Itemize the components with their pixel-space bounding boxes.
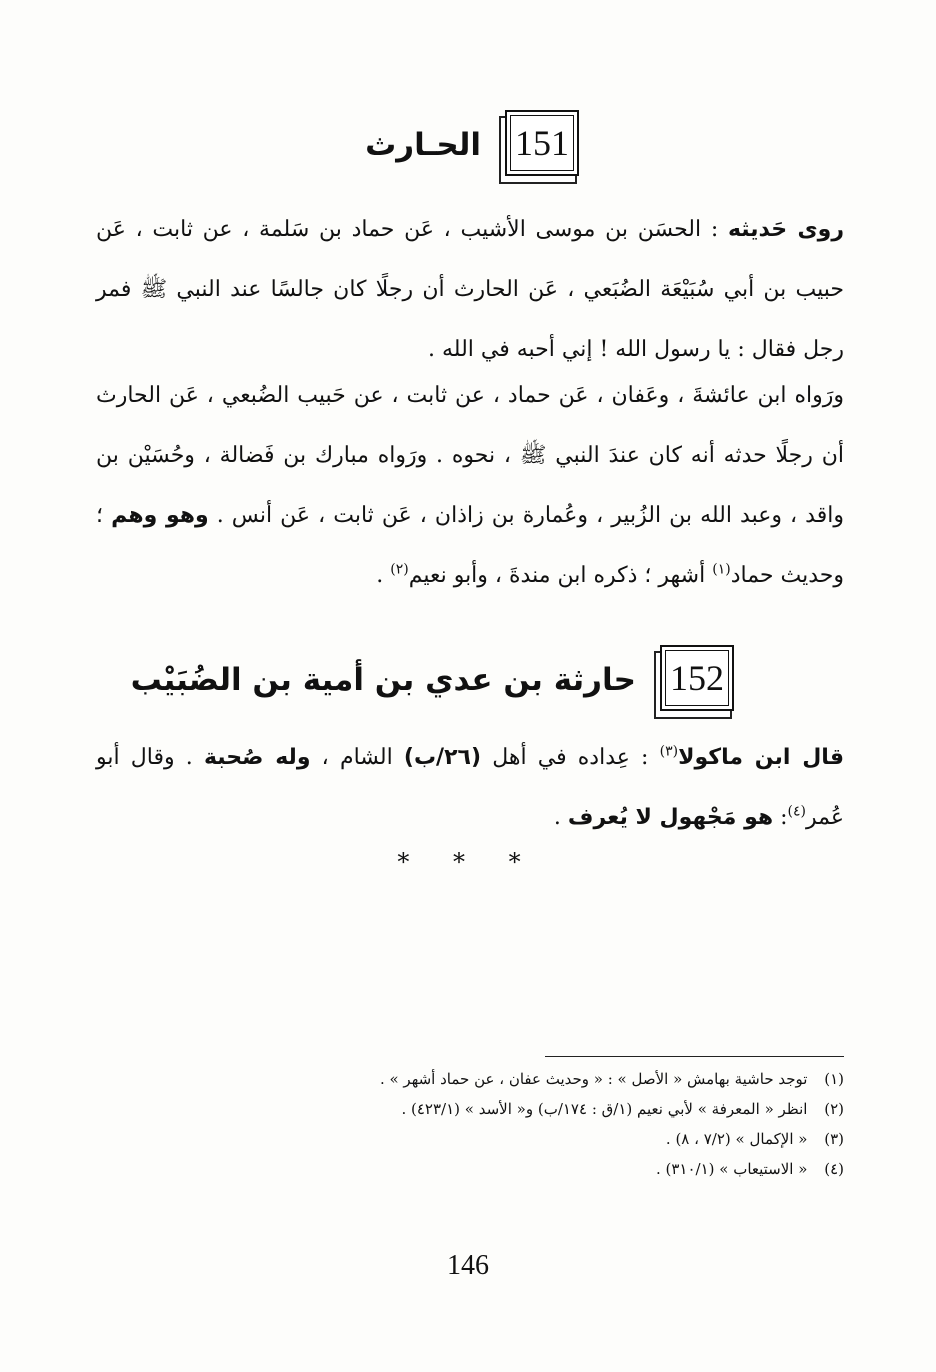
entry-151-paragraph-1 <box>96 200 844 380</box>
paragraph-text: أشهر ؛ ذكره ابن مندةَ ، وأبو نعيم <box>408 563 706 588</box>
entry-151-heading <box>365 110 581 180</box>
footnote-divider <box>545 1056 844 1057</box>
entry-title: الحـارث <box>365 127 481 163</box>
footnote-mark: (٢) <box>824 1100 844 1118</box>
paragraph-text: ؛ وحديث حماد <box>96 503 844 588</box>
entry-152-heading <box>131 645 736 715</box>
footnote-item <box>220 1064 844 1094</box>
entry-title: حارثة بن عدي بن أمية بن الضُبَيْب <box>130 662 636 698</box>
footnote-mark: (٤) <box>824 1160 844 1178</box>
entry-152-paragraph <box>96 728 844 848</box>
lead-phrase: روى حَديثه <box>727 217 844 242</box>
footnote-ref-1[interactable]: (١) <box>712 561 731 578</box>
bold-phrase: وهو وهم <box>111 503 209 528</box>
footnote-item <box>220 1154 844 1184</box>
paragraph-text: : الحسَن بن موسى الأشيب ، عَن حماد بن سَلمة ، عن ثابت ، عَن حبيب بن أبي سُبَيْعَة الضُبَعي ، عَن الحارث أن رجلًا كان جالسًا عند النبي ﷺ فمر رجل فقال : يا رسول الله ! إني أحبه في الله . <box>96 217 844 362</box>
lead-phrase: قال ابن ماكولا <box>678 745 844 770</box>
entry-number: 151 <box>505 110 579 176</box>
paragraph-text: . <box>553 805 561 830</box>
manuscript-ref: (٢٦/ب) <box>403 745 482 770</box>
footnote-text: انظر « المعرفة » لأبي نعيم (١/ق : ١٧٤/ب) و« الأسد » (٤٢٣/١) . <box>401 1100 808 1118</box>
entry-151-paragraph-2 <box>96 366 844 606</box>
bold-phrase: وله صُحبة <box>203 745 311 770</box>
footnote-mark: (٣) <box>824 1130 844 1148</box>
paragraph-text: . <box>376 563 384 588</box>
footnote-text: توجد حاشية بهامش « الأصل » : « وحديث عفان ، عن حماد أشهر » . <box>379 1070 808 1088</box>
footnote-text: « الاستيعاب » (٣١٠/١) . <box>655 1160 808 1178</box>
paragraph-text: ورَواه ابن عائشةَ ، وعَفان ، عَن حماد ، عن ثابت ، عن حَبيب الضُبعي ، عَن الحارث أن رجلًا حدثه أنه كان عندَ النبي ﷺ ، نحوه . ورَواه مبارك بن فَضالة ، وحُسَيْن بن واقد ، وعبد الله بن الزُبير ، وعُمارة بن زاذان ، عَن ثابت ، عَن أنس . <box>96 383 844 528</box>
page-number: 146 <box>447 1250 489 1281</box>
entry-number-frame <box>654 645 736 715</box>
entry-number-frame <box>499 110 581 180</box>
footnote-ref-2[interactable]: (٢) <box>390 561 409 578</box>
footnote-text: « الإكمال » (٧/٢ ، ٨) . <box>665 1130 808 1148</box>
footnote-item <box>220 1094 844 1124</box>
paragraph-text: : <box>780 805 788 830</box>
paragraph-text: : عِداده في أهل <box>492 745 649 770</box>
entry-number: 152 <box>660 645 734 711</box>
bold-phrase: هو مَجْهول لا يُعرف <box>567 805 774 830</box>
footnote-item <box>220 1124 844 1154</box>
paragraph-text: الشام ، <box>321 745 393 770</box>
paragraph-text: . وقال أبو عُمر <box>96 745 844 830</box>
footnote-ref-4[interactable]: (٤) <box>787 803 807 820</box>
footnote-mark: (١) <box>824 1070 844 1088</box>
footnotes-list <box>220 1064 844 1184</box>
footnote-ref-3[interactable]: (٣) <box>659 743 679 760</box>
section-separator: * * * <box>397 848 539 876</box>
